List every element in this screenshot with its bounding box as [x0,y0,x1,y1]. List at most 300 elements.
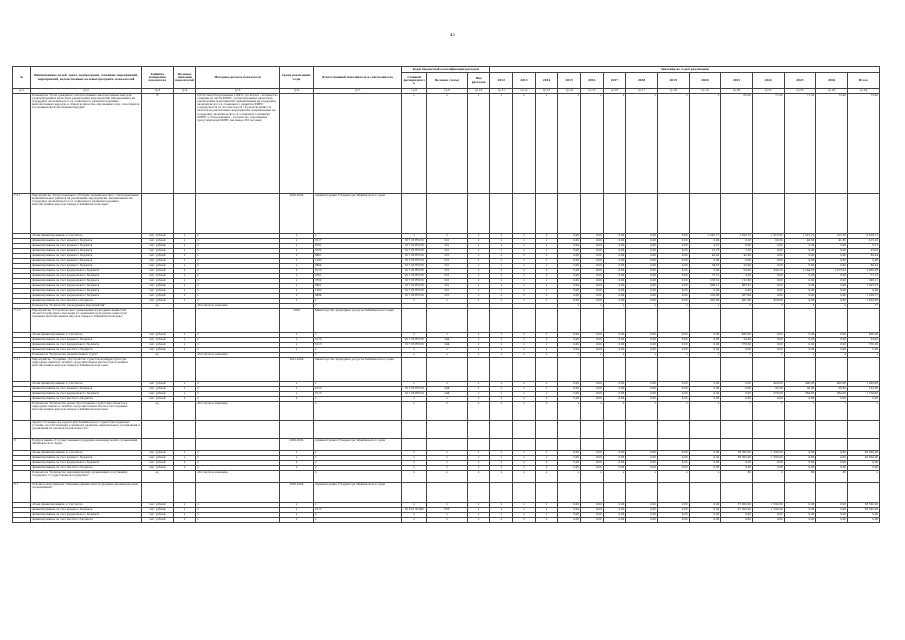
table-cell: 376,00 [847,343,879,348]
table-cell: х [402,518,427,523]
table-cell [427,421,468,439]
table-cell: 6,51 [847,244,879,249]
table-cell [313,421,401,439]
table-cell: 0,00 [689,343,721,348]
table-cell: х [173,461,196,466]
table-cell: 0,00 [752,343,784,348]
table-cell: 2021-2024 [280,358,314,382]
table-cell: 0,00 [657,259,689,264]
table-cell: х [535,397,558,402]
table-cell: х [280,382,314,387]
table-cell: х [196,239,280,244]
row-label-cell: финансирование за счет краевого бюджета [31,254,142,259]
table-cell: х [196,382,280,387]
table-cell [784,194,816,234]
table-cell: х [427,466,468,471]
table-cell: 400,00 [816,382,848,387]
table-cell: 0,00 [626,461,658,466]
table-cell: 2020 [280,309,314,333]
table-cell: х [513,284,536,289]
table-cell [657,309,689,333]
table-cell: х [513,279,536,284]
page-number: 43 [449,32,456,37]
column-index-cell: гр.10 [467,89,490,94]
table-cell: 0,00 [626,244,658,249]
table-cell: 24,00 [847,338,879,343]
table-cell: 23,05 [847,249,879,254]
table-row [13,439,880,451]
table-cell: 346,11 [847,279,879,284]
table-cell: х [467,333,490,338]
table-cell: 2020-2024 [280,439,314,451]
table-cell: 0701 [313,244,401,249]
table-cell: 1 420,00 [847,299,879,304]
table-cell: 400,00 [847,333,879,338]
table-cell: х [427,402,468,421]
table-cell [173,421,196,439]
table-cell: 0,00 [603,456,626,461]
table-cell [721,309,753,333]
table-cell: х [313,353,401,358]
table-cell: 34,25 [689,264,721,269]
table-cell: 0,00 [603,333,626,338]
table-cell: тыс. рублей [141,508,173,513]
table-cell: 0,00 [626,348,658,353]
table-cell: 244 [427,338,468,343]
table-cell [558,439,581,451]
table-cell: 400,00 [784,382,816,387]
table-cell: х [402,466,427,471]
table-cell: х [490,249,513,254]
header-num: № [13,67,31,89]
table-cell: х [626,471,658,483]
table-cell [196,421,280,439]
table-cell: х [847,471,879,483]
table-cell: 233,51 [689,279,721,284]
row-label-cell: финансирование за счет федерального бюджета [31,289,142,294]
table-cell [490,309,513,333]
table-cell: х [467,461,490,466]
table-cell: х [313,333,401,338]
table-cell: 0,00 [752,274,784,279]
table-cell: х [196,244,280,249]
table-cell: х [603,304,626,309]
table-cell: х [467,94,490,194]
column-index-cell: гр.3 [141,89,173,94]
table-cell [513,439,536,451]
table-cell [13,421,31,439]
table-cell: 0,00 [580,269,603,274]
table-cell: 72,40 [816,94,848,194]
table-cell: 0,00 [816,343,848,348]
table-cell: 0,00 [752,249,784,254]
table-cell: 0,00 [558,518,581,523]
table-cell: ед. [141,471,173,483]
table-cell: 2020-2024 [280,483,314,503]
table-cell: 0,00 [603,269,626,274]
table-cell: тыс. рублей [141,348,173,353]
table-cell: 0,00 [558,338,581,343]
table-cell: 3 [784,304,816,309]
table-cell: х [427,471,468,483]
table-cell: тыс. рублей [141,264,173,269]
table-cell: 0,00 [580,456,603,461]
table-cell: х [427,353,468,358]
table-cell: 0,00 [657,264,689,269]
header-kbk-col: Вид расходов [467,73,490,89]
table-cell: х [535,264,558,269]
table-cell: 0,00 [847,513,879,518]
table-cell: х [402,299,427,304]
table-cell: 0,00 [816,508,848,513]
table-cell: х [467,234,490,239]
table-cell: 0,00 [580,254,603,259]
table-cell: 0,00 [689,259,721,264]
table-cell: 0,00 [657,387,689,392]
table-cell: 415,18 [847,239,879,244]
table-cell: х [313,518,401,523]
table-cell: 0,00 [626,343,658,348]
table-cell [467,439,490,451]
table-cell: тыс. рублей [141,269,173,274]
table-cell [657,439,689,451]
row-label-cell: объем финансирования, в том числе [31,234,142,239]
table-cell: х [402,451,427,456]
table-cell: тыс. рублей [141,392,173,397]
table-cell [173,194,196,234]
table-cell: х [467,338,490,343]
header-executor: Ответственный исполнитель и соисполнитель [313,67,401,89]
table-cell: х [657,94,689,194]
table-cell: х [173,294,196,299]
table-cell: 0,00 [603,289,626,294]
table-cell: 0,00 [689,382,721,387]
table-cell: х [196,508,280,513]
table-cell: х [603,402,626,421]
table-cell: х [513,333,536,338]
table-cell: 0,00 [752,518,784,523]
table-cell [721,358,753,382]
table-cell: тыс. рублей [141,503,173,508]
table-cell [689,439,721,451]
header-year-col: 2014 [535,73,558,89]
table-cell: 0,00 [847,518,879,523]
table-cell: х [467,289,490,294]
row-label-cell: финансирование за счет местного бюджета [31,299,142,304]
table-cell: 60,24 [847,264,879,269]
table-cell: х [196,513,280,518]
table-cell: х [535,392,558,397]
table-cell: х [173,259,196,264]
table-cell: 0,00 [603,254,626,259]
table-cell: 0,00 [784,254,816,259]
table-cell: 552,96 [689,294,721,299]
table-cell: тыс. рублей [141,343,173,348]
table-cell: х [173,234,196,239]
table-cell: 7.2.1 [13,358,31,382]
table-cell: 8.1 [13,483,31,503]
table-cell: 0,00 [721,518,753,523]
table-cell: 0,00 [816,254,848,259]
column-index-cell: гр.23 [816,89,848,94]
table-cell: 1 500,00 [752,503,784,508]
table-cell [657,358,689,382]
row-label-cell: объем финансирования, в том числе [31,451,142,456]
table-cell: х [490,264,513,269]
table-cell: 0,00 [784,348,816,353]
table-row [13,194,880,234]
table-cell: х [313,402,401,421]
table-cell: 0,00 [603,348,626,353]
table-cell: 0,00 [657,451,689,456]
header-year-col: 2016 [580,73,603,89]
table-cell: Министерство природных ресурсов Забайкальского края [313,309,401,333]
row-label-cell: финансирование за счет местного бюджета [31,466,142,471]
table-cell [784,309,816,333]
table-cell: 0,00 [603,466,626,471]
table-cell: х [313,304,401,309]
table-cell: х [280,397,314,402]
table-cell: 0,00 [603,397,626,402]
table-cell: 19 7 03 R5150 [402,259,427,264]
table-cell: 0,00 [558,299,581,304]
table-cell: х [467,456,490,461]
table-cell: х [467,451,490,456]
table-cell: 0,00 [816,338,848,343]
table-cell: х [467,471,490,483]
table-cell: х [467,387,490,392]
table-cell: х [535,503,558,508]
table-row [13,483,880,503]
table-cell [580,309,603,333]
table-cell: х [427,348,468,353]
table-cell: 1 622,72 [721,234,753,239]
table-cell: х [535,94,558,194]
table-cell [558,358,581,382]
table-cell: х [535,289,558,294]
table-cell: х [173,333,196,338]
table-cell: 0,00 [558,461,581,466]
table-cell: х [402,513,427,518]
table-cell: х [467,239,490,244]
table-cell: 50,00 [721,269,753,274]
table-cell: 0,00 [626,239,658,244]
table-cell: 1 323,73 [847,284,879,289]
table-cell: 0,00 [603,513,626,518]
table-cell: 0,00 [558,382,581,387]
table-cell: х [558,402,581,421]
table-cell [580,483,603,503]
table-cell: 0,00 [580,508,603,513]
table-cell: 0,00 [689,456,721,461]
table-cell: 19 7 03 R5150 [402,264,427,269]
row-label-cell: финансирование за счет краевого бюджета [31,264,142,269]
table-cell [196,194,280,234]
table-cell: 0,00 [580,387,603,392]
table-cell: х [280,333,314,338]
table-cell: х [427,456,468,461]
table-cell: х [280,466,314,471]
table-cell [816,358,848,382]
table-cell: х [626,402,658,421]
table-cell: х [490,244,513,249]
table-cell: 0,00 [626,274,658,279]
table-cell: х [196,466,280,471]
table-cell: х [196,264,280,269]
table-cell: 112,60 [721,279,753,284]
table-cell: 0,00 [558,503,581,508]
table-cell [580,358,603,382]
table-cell: 0,00 [689,289,721,294]
table-cell: тыс. рублей [141,249,173,254]
table-cell: х [490,239,513,244]
table-cell: х [535,299,558,304]
table-cell: 1 158,00 [847,392,879,397]
table-cell: х [513,94,536,194]
row-label-cell: Мероприятие "Предоставление субсидии органам местного самоуправления муниципальных районов на реализацию мероприятий, направленных на поддержку экономического и социального развития коренных малочисленных народов Севера в Забайкальском крае" [31,194,142,234]
table-cell: 0,00 [603,249,626,254]
table-cell [784,439,816,451]
table-cell: 0,00 [558,289,581,294]
table-cell: х [558,353,581,358]
table-cell: ЦЗ=Рответ/Nопрошенных х100%, где Рответ – количество граждан из числа КМНС, удовлетворенных качеством реализуемых мероприятий, направленных на поддержку экономического и социального развития КМНС (определяется по итогам опроса «Удовлетворенность качеством реализуемых мероприятий, направленных на поддержку экономического и социального развития КМНС»); Nопрошенных – количество опрошенных представителей КМНС (не менее 250 человек) [196,94,280,194]
table-cell: х [490,471,513,483]
table-cell: х [196,392,280,397]
table-cell: 0,00 [816,294,848,299]
table-cell: х [313,299,401,304]
table-cell: 0,00 [603,264,626,269]
table-cell: 0,00 [626,289,658,294]
table-cell: 37 000,00 [721,508,753,513]
table-cell [558,421,581,439]
table-cell: 315,50 [816,234,848,239]
table-cell: х [490,518,513,523]
row-label-cell: финансирование за счет федерального бюджета [31,274,142,279]
header-name: Наименование целей, задач, подпрограмм, основных мероприятий, мероприятий, ведомственных целевых программ, показателей [31,67,142,89]
table-cell: х [535,249,558,254]
header-year-col: 2015 [558,73,581,89]
row-label-cell: Задача "Создание на территории Забайкальского края благоприятных условий, способствующих успешному развитию национальных организаций и реализации их проектной деятельности" [31,421,142,439]
table-cell: 40 000,00 [847,451,879,456]
table-cell: х [402,382,427,387]
table-cell: х [467,269,490,274]
table-cell: х [535,402,558,421]
table-cell: 0113 [313,343,401,348]
table-cell: 0,00 [689,348,721,353]
table-cell: 349,10 [752,269,784,274]
table-cell: 0,00 [603,338,626,343]
table-cell [490,358,513,382]
table-cell: х [535,279,558,284]
table-cell: х [467,249,490,254]
table-cell [141,421,173,439]
table-cell: 0,00 [752,348,784,353]
table-cell: х [490,284,513,289]
table-cell: 0,00 [626,333,658,338]
table-cell: 0,00 [657,518,689,523]
table-cell [427,309,468,333]
table-cell: 663,61 [721,284,753,289]
table-cell: х [280,513,314,518]
table-cell: 0,00 [721,392,753,397]
table-cell: 0,00 [657,343,689,348]
table-cell: 19 7 03 R5150 [402,338,427,343]
table-cell: х [513,244,536,249]
table-cell: 38 500,00 [847,508,879,513]
table-cell: 0,00 [603,508,626,513]
table-cell: х [490,402,513,421]
table-cell: 1 [784,353,816,358]
table-cell: 0,00 [689,513,721,518]
table-cell: х [196,348,280,353]
table-cell: 0,00 [721,244,753,249]
table-cell: х [173,387,196,392]
table-cell: 0804 [313,264,401,269]
table-cell: 0,00 [752,264,784,269]
table-cell: х [467,244,490,249]
table-cell: х [535,338,558,343]
table-cell: 1 321,72 [784,234,816,239]
table-cell: 0,00 [816,518,848,523]
table-cell: 0,00 [752,338,784,343]
table-cell: 0,00 [816,264,848,269]
table-cell: 7.1.2 [13,309,31,333]
table-cell: 0,00 [657,244,689,249]
table-cell: 521 [427,274,468,279]
table-cell: 0,00 [721,513,753,518]
row-label-cell: финансирование за счет краевого бюджета [31,338,142,343]
table-cell: х [626,353,658,358]
table-cell: 0,00 [784,279,816,284]
table-cell: 66,00 [721,94,753,194]
table-cell: 0,00 [580,234,603,239]
table-cell: 0,00 [689,387,721,392]
table-cell: х [513,259,536,264]
table-cell: 521 [427,259,468,264]
table-cell [558,309,581,333]
table-cell: х [513,456,536,461]
table-row [13,471,880,483]
table-cell: 0,00 [558,234,581,239]
table-cell: х [490,397,513,402]
table-cell: 0,00 [626,508,658,513]
table-cell [689,358,721,382]
table-cell: 0,00 [784,456,816,461]
table-cell: х [513,518,536,523]
table-cell: х [427,451,468,456]
table-cell: х [535,471,558,483]
table-cell: % [141,94,173,194]
row-label-cell: Подпрограмма «Государственная поддержка некоммерческих организаций Забайкальского края» [31,439,142,451]
table-cell: 0,00 [603,244,626,249]
table-cell: 364,00 [816,392,848,397]
table-cell: х [490,343,513,348]
table-cell: тыс. рублей [141,289,173,294]
table-cell: 481,00 [689,299,721,304]
table-row [13,94,880,194]
table-cell: х [313,451,401,456]
table-cell: 48,38 [784,239,816,244]
table-cell: х [402,503,427,508]
table-cell: 0,00 [580,239,603,244]
table-cell: 0,00 [603,234,626,239]
table-cell: х [513,234,536,239]
table-cell: х [490,461,513,466]
table-cell: х [467,294,490,299]
table-cell: х [689,94,721,194]
table-cell: х [467,353,490,358]
table-cell: 0,00 [626,518,658,523]
